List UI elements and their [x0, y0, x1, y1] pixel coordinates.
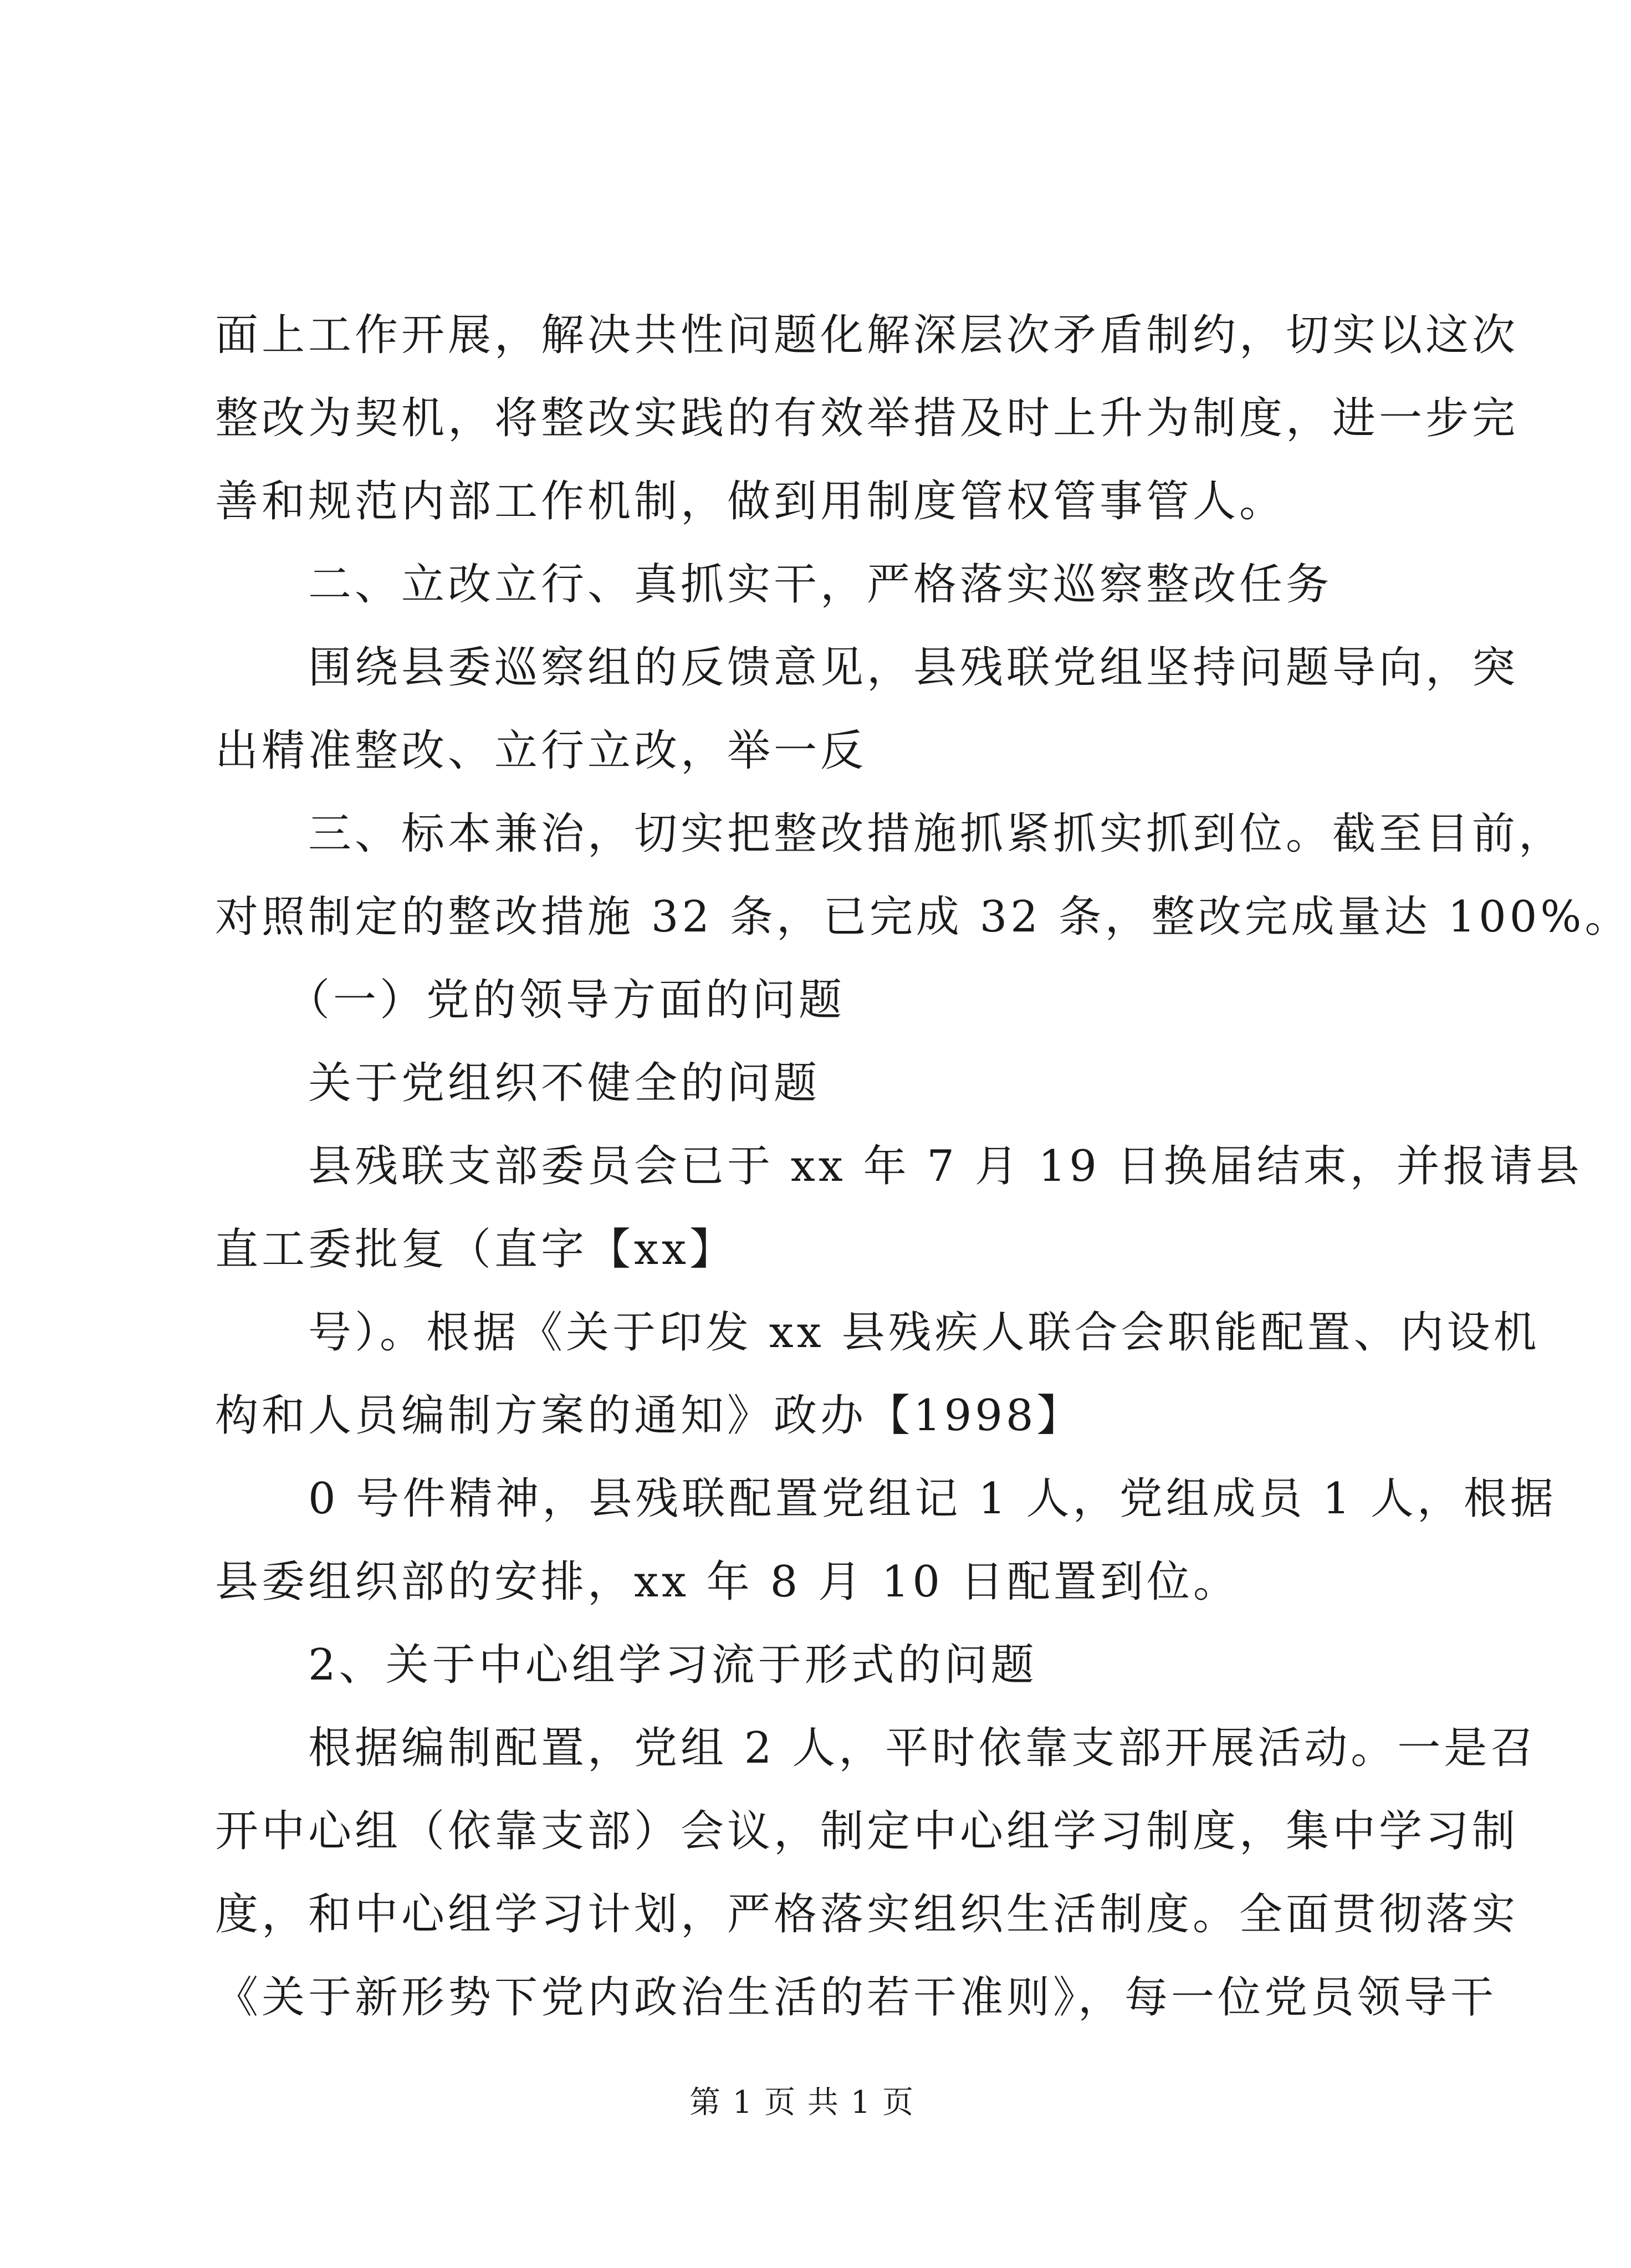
text-line: 出精准整改、立行立改，举一反	[215, 726, 867, 776]
text-line: 度，和中心组学习计划，严格落实组织生活制度。全面贯彻落实	[215, 1890, 1519, 1939]
item-heading: 关于党组织不健全的问题	[215, 1058, 821, 1108]
text-line: 《关于新形势下党内政治生活的若干准则》，每一位党员领导干	[215, 1973, 1497, 2023]
text-line: 县委组织部的安排，xx 年 8 月 10 日配置到位。	[215, 1557, 1240, 1607]
text-line: 面上工作开展，解决共性问题化解深层次矛盾制约，切实以这次	[215, 310, 1519, 360]
text-line: 三、标本兼治，切实把整改措施抓紧抓实抓到位。截至目前，	[215, 809, 1566, 859]
text-line: 根据编制配置，党组 2 人，平时依靠支部开展活动。一是召	[215, 1723, 1537, 1773]
text-line: 整改为契机，将整改实践的有效举措及时上升为制度，进一步完	[215, 393, 1519, 443]
text-line: 开中心组（依靠支部）会议，制定中心组学习制度，集中学习制	[215, 1806, 1519, 1856]
text-line: 0 号件精神，县残联配置党组记 1 人，党组成员 1 人，根据	[215, 1474, 1557, 1524]
subsection-heading: （一）党的领导方面的问题	[215, 975, 846, 1025]
text-line: 善和规范内部工作机制，做到用制度管权管事管人。	[215, 477, 1286, 526]
text-line: 构和人员编制方案的通知》政办【1998】	[215, 1391, 1083, 1441]
document-body	[215, 294, 1631, 2039]
text-line: 围绕县委巡察组的反馈意见，县残联党组坚持问题导向，突	[215, 643, 1519, 693]
section-heading: 二、立改立行、真抓实干，严格落实巡察整改任务	[215, 560, 1333, 610]
page-number-footer: 第 1 页 共 1 页	[689, 2085, 915, 2121]
text-line: 对照制定的整改措施 32 条，已完成 32 条，整改完成量达 100%。	[215, 892, 1631, 942]
item-heading: 2、关于中心组学习流于形式的问题	[215, 1640, 1037, 1690]
text-line: 号）。根据《关于印发 xx 县残疾人联合会职能配置、内设机	[215, 1308, 1540, 1358]
text-line: 直工委批复（直字【xx】	[215, 1225, 736, 1274]
text-line: 县残联支部委员会已于 xx 年 7 月 19 日换届结束，并报请县	[215, 1141, 1583, 1191]
